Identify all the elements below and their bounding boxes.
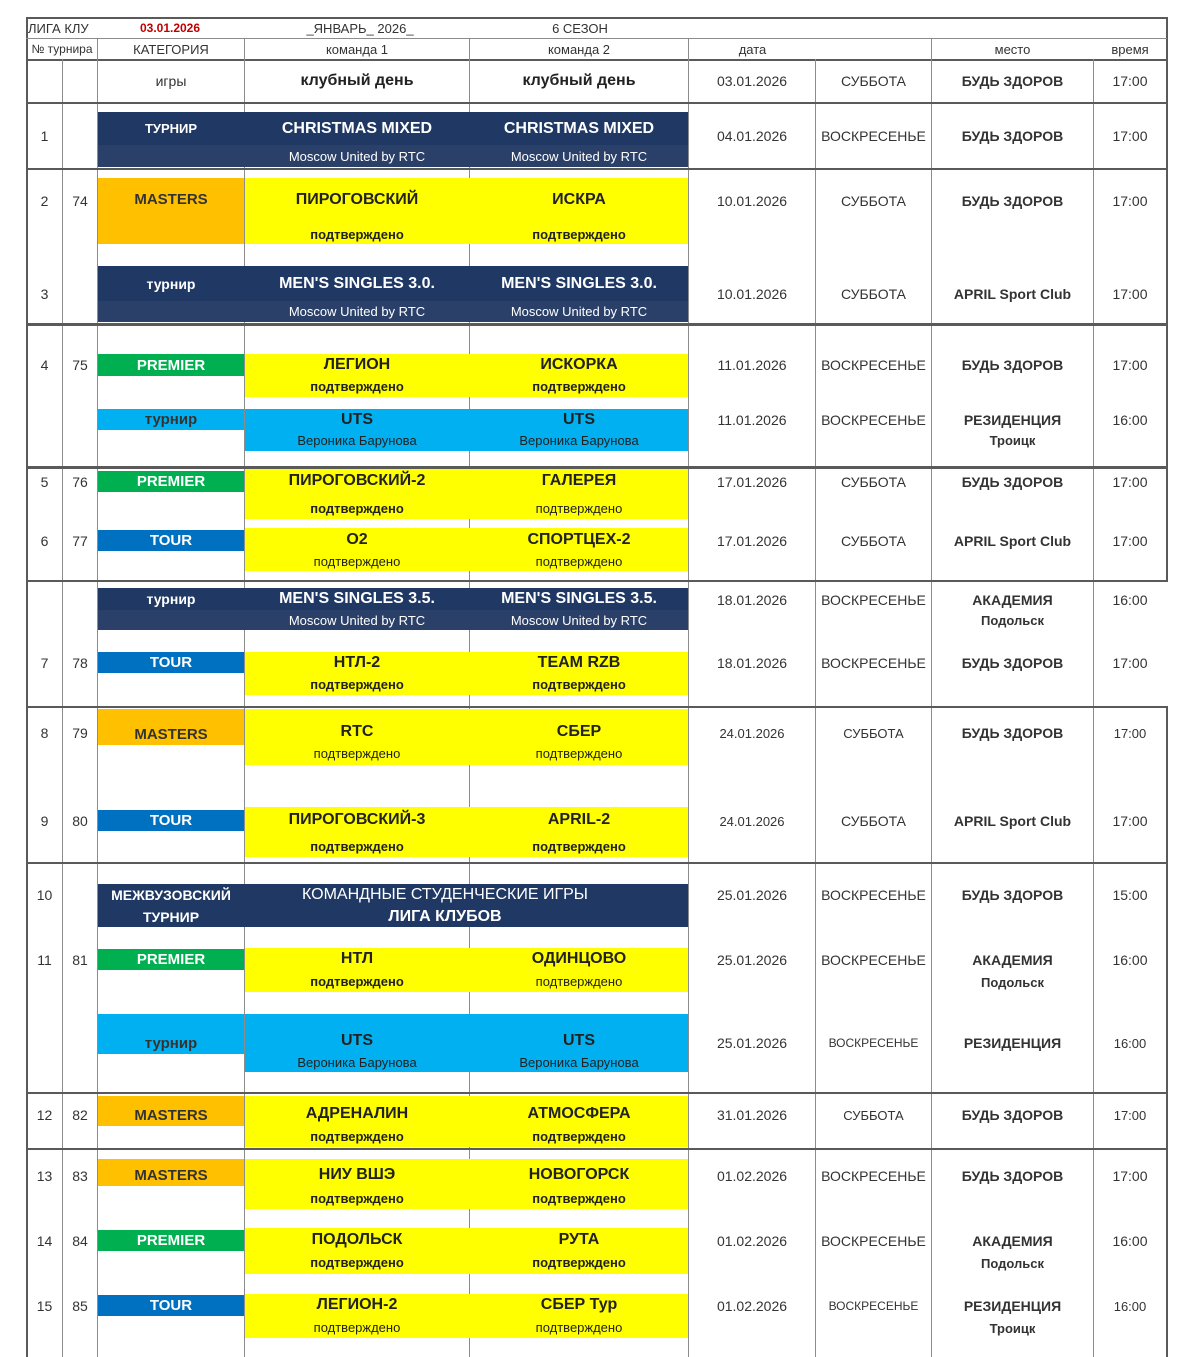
time-cell: 17:00 — [1113, 725, 1147, 741]
date-cell: 17.01.2026 — [716, 533, 788, 549]
row-number: 9 — [40, 813, 49, 829]
event-subtitle: ЛИГА КЛУБОВ — [388, 907, 502, 925]
col-place-header: место — [994, 41, 1031, 57]
time-cell: 17:00 — [1112, 286, 1148, 302]
team1-cell: O2 — [346, 531, 368, 548]
team1-cell: НИУ ВШЭ — [318, 1166, 396, 1183]
team2-cell: UTS — [563, 410, 595, 428]
date-cell: 01.02.2026 — [716, 1233, 788, 1249]
team1-cell: MEN'S SINGLES 3.5. — [279, 590, 435, 607]
time-cell: 17:00 — [1112, 533, 1148, 549]
row-number: 11 — [37, 952, 52, 968]
team2-cell: ИСКОРКА — [540, 356, 618, 373]
date-cell: 01.02.2026 — [716, 1298, 788, 1314]
place-cell: АКАДЕМИЯ — [972, 1233, 1053, 1249]
category-badge-premier: PREMIER — [98, 354, 244, 376]
category-badge-tournament: турнир — [144, 1034, 198, 1052]
day-cell: СУББОТА — [840, 474, 907, 490]
header-date: 03.01.2026 — [139, 21, 201, 35]
place-sub: Троицк — [989, 1320, 1036, 1336]
team2-cell: TEAM RZB — [537, 654, 621, 671]
row-number: 10 — [36, 887, 53, 903]
place-cell: APRIL Sport Club — [953, 813, 1072, 829]
place-cell: БУДЬ ЗДОРОВ — [961, 1168, 1064, 1184]
time-cell: 17:00 — [1112, 193, 1148, 209]
team1-cell: ПОДОЛЬСК — [311, 1231, 403, 1248]
place-cell: БУДЬ ЗДОРОВ — [961, 1107, 1064, 1123]
category-cell: ТУРНИР — [144, 121, 198, 136]
team2-cell: СБЕР — [556, 723, 602, 740]
row-number: 4 — [40, 357, 49, 373]
team1-status: подтверждено — [310, 973, 404, 989]
row-number: 15 — [36, 1298, 53, 1314]
day-cell: ВОСКРЕСЕНЬЕ — [821, 412, 926, 428]
time-cell: 17:00 — [1112, 73, 1148, 89]
col-time-header: время — [1111, 41, 1149, 57]
date-cell: 25.01.2026 — [716, 1035, 788, 1051]
time-cell: 16:00 — [1113, 1298, 1147, 1314]
team1-sub: Moscow United by RTC — [288, 612, 426, 628]
date-cell: 24.01.2026 — [719, 725, 785, 741]
category-badge-premier: PREMIER — [98, 471, 244, 492]
team1-sub: Moscow United by RTC — [288, 304, 426, 319]
team1-status: подтверждено — [310, 676, 404, 692]
row-number: 1 — [40, 127, 49, 144]
category-badge-tour: TOUR — [98, 530, 244, 551]
team2-sub: Вероника Барунова — [519, 432, 639, 448]
date-cell: 11.01.2026 — [717, 357, 787, 373]
team2-cell: ИСКРА — [552, 191, 606, 208]
date-cell: 03.01.2026 — [716, 73, 788, 89]
team1-cell: ПИРОГОВСКИЙ-2 — [288, 472, 426, 489]
day-cell: ВОСКРЕСЕНЬЕ — [821, 1233, 926, 1249]
team2-sub: Moscow United by RTC — [510, 304, 648, 319]
time-cell: 16:00 — [1113, 1035, 1147, 1051]
time-cell: 17:00 — [1112, 813, 1148, 829]
place-cell: БУДЬ ЗДОРОВ — [961, 887, 1064, 903]
row-number: 3 — [40, 286, 49, 302]
category-badge-tour: TOUR — [98, 1295, 244, 1316]
team1-sub: Вероника Барунова — [297, 432, 417, 448]
team1-cell: ЛЕГИОН — [323, 356, 391, 373]
row-number: 14 — [36, 1233, 53, 1249]
team1-cell: НТЛ-2 — [333, 654, 381, 671]
date-cell: 17.01.2026 — [716, 474, 788, 490]
date-cell: 11.01.2026 — [717, 412, 787, 428]
team2-sub: Вероника Барунова — [519, 1054, 639, 1070]
time-cell: 17:00 — [1112, 474, 1148, 490]
category-badge-masters: MASTERS — [98, 709, 244, 745]
tour-number: 75 — [72, 357, 88, 373]
time-cell: 16:00 — [1112, 412, 1148, 428]
team2-cell: ГАЛЕРЕЯ — [541, 472, 617, 489]
place-cell: РЕЗИДЕНЦИЯ — [963, 412, 1062, 428]
event-title: КОМАНДНЫЕ СТУДЕНЧЕСКИЕ ИГРЫ — [302, 886, 588, 903]
category-sub: ТУРНИР — [142, 908, 200, 925]
team2-cell: СБЕР Тур — [540, 1296, 618, 1313]
tour-number: 82 — [72, 1107, 88, 1123]
day-cell: СУББОТА — [843, 725, 904, 741]
tour-number: 76 — [72, 474, 88, 490]
team1-cell: MEN'S SINGLES 3.0. — [279, 274, 435, 292]
place-cell: APRIL Sport Club — [953, 533, 1072, 549]
time-cell: 16:00 — [1112, 1233, 1148, 1249]
date-cell: 04.01.2026 — [716, 127, 788, 144]
date-cell: 18.01.2026 — [716, 592, 788, 608]
day-cell: СУББОТА — [840, 286, 907, 302]
tour-number: 79 — [72, 725, 88, 741]
team2-status: подтверждено — [532, 1190, 626, 1206]
team2-cell: АТМОСФЕРА — [527, 1105, 631, 1122]
day-cell: ВОСКРЕСЕНЬЕ — [821, 127, 926, 144]
team2-status: подтверждено — [535, 500, 623, 516]
team1-cell: CHRISTMAS MIXED — [281, 119, 433, 137]
day-cell: СУББОТА — [843, 1107, 904, 1123]
category-cell: игры — [155, 73, 187, 89]
tour-number: 77 — [72, 533, 88, 549]
date-cell: 25.01.2026 — [716, 952, 788, 968]
time-cell: 15:00 — [1112, 887, 1148, 903]
team1-status: подтверждено — [310, 838, 404, 854]
place-cell: БУДЬ ЗДОРОВ — [961, 725, 1064, 741]
day-cell: ВОСКРЕСЕНЬЕ — [821, 655, 926, 671]
tour-number: 80 — [72, 813, 88, 829]
day-cell: ВОСКРЕСЕНЬЕ — [821, 1168, 926, 1184]
team2-status: подтверждено — [535, 553, 623, 569]
team1-status: подтверждено — [310, 378, 404, 394]
date-cell: 25.01.2026 — [716, 887, 788, 903]
team2-cell: MEN'S SINGLES 3.5. — [501, 590, 657, 607]
col-category-header: КАТЕГОРИЯ — [133, 41, 209, 57]
team1-status: подтверждено — [310, 500, 404, 516]
tour-number: 78 — [72, 655, 88, 671]
team1-status: подтверждено — [313, 1319, 401, 1335]
team2-status: подтверждено — [535, 973, 623, 989]
league-title: ЛИГА КЛУ — [28, 20, 89, 36]
date-cell: 10.01.2026 — [716, 193, 788, 209]
col-date-header: дата — [738, 41, 767, 57]
team1-cell: ПИРОГОВСКИЙ — [295, 191, 419, 208]
tour-number: 74 — [72, 193, 88, 209]
day-cell: СУББОТА — [840, 193, 907, 209]
team2-cell: клубный день — [522, 72, 636, 89]
row-number: 13 — [36, 1168, 53, 1184]
team1-sub: Вероника Барунова — [297, 1054, 417, 1070]
time-cell: 17:00 — [1112, 1168, 1148, 1184]
category-cell: турнир — [146, 591, 196, 607]
team2-status: подтверждено — [535, 1319, 623, 1335]
team2-status: подтверждено — [535, 745, 623, 761]
day-cell: ВОСКРЕСЕНЬЕ — [828, 1299, 919, 1313]
team2-cell: APRIL-2 — [547, 811, 611, 828]
time-cell: 16:00 — [1112, 592, 1148, 608]
row-number: 5 — [40, 474, 49, 490]
team2-cell: НОВОГОРСК — [528, 1166, 630, 1183]
team2-status: подтверждено — [532, 1254, 626, 1270]
team2-sub: Moscow United by RTC — [510, 612, 648, 628]
place-sub: Подольск — [981, 974, 1044, 990]
team2-status: подтверждено — [532, 226, 626, 242]
col-team1-header: команда 1 — [325, 41, 389, 57]
team1-status: подтверждено — [310, 1128, 404, 1144]
team2-sub: Moscow United by RTC — [510, 148, 648, 164]
row-number: 12 — [36, 1107, 53, 1123]
time-cell: 17:00 — [1113, 1107, 1147, 1123]
day-cell: ВОСКРЕСЕНЬЕ — [828, 1036, 919, 1050]
col-num-header: № турнира — [31, 42, 93, 56]
place-sub: Троицк — [989, 432, 1036, 448]
day-cell: СУББОТА — [840, 813, 907, 829]
team1-cell: АДРЕНАЛИН — [305, 1105, 409, 1122]
team2-status: подтверждено — [532, 1128, 626, 1144]
team1-status: подтверждено — [313, 745, 401, 761]
day-cell: ВОСКРЕСЕНЬЕ — [821, 952, 926, 968]
header-season: 6 СЕЗОН — [552, 20, 608, 36]
tour-number: 83 — [72, 1168, 88, 1184]
time-cell: 17:00 — [1112, 357, 1148, 373]
team1-cell: ПИРОГОВСКИЙ-3 — [288, 811, 426, 828]
place-cell: APRIL Sport Club — [953, 286, 1072, 302]
team1-cell: UTS — [341, 410, 373, 428]
row-number: 2 — [40, 193, 49, 209]
team2-cell: MEN'S SINGLES 3.0. — [501, 274, 657, 292]
place-cell: БУДЬ ЗДОРОВ — [961, 193, 1064, 209]
time-cell: 17:00 — [1112, 655, 1148, 671]
row-number: 8 — [40, 725, 49, 741]
category-cell: МЕЖВУЗОВСКИЙ — [111, 887, 231, 903]
team2-status: подтверждено — [532, 676, 626, 692]
place-sub: Подольск — [981, 1255, 1044, 1271]
team2-cell: UTS — [563, 1032, 595, 1049]
category-badge-premier: PREMIER — [98, 949, 244, 970]
day-cell: ВОСКРЕСЕНЬЕ — [821, 887, 926, 903]
date-cell: 01.02.2026 — [716, 1168, 788, 1184]
team2-cell: СПОРТЦЕХ-2 — [527, 531, 631, 548]
header-month: _ЯНВАРЬ_ 2026_ — [306, 20, 414, 36]
tour-number: 81 — [72, 952, 88, 968]
team1-cell: ЛЕГИОН-2 — [316, 1296, 398, 1313]
team2-cell: CHRISTMAS MIXED — [503, 119, 655, 137]
day-cell: ВОСКРЕСЕНЬЕ — [821, 357, 926, 373]
team1-cell: UTS — [341, 1032, 373, 1049]
date-cell: 18.01.2026 — [716, 655, 788, 671]
place-cell: БУДЬ ЗДОРОВ — [961, 655, 1064, 671]
category-badge-tour: TOUR — [98, 810, 244, 831]
tour-number: 85 — [72, 1298, 88, 1314]
category-badge-masters: MASTERS — [98, 1159, 244, 1186]
category-badge-premier: PREMIER — [98, 1230, 244, 1251]
place-cell: БУДЬ ЗДОРОВ — [961, 357, 1064, 373]
place-cell: АКАДЕМИЯ — [972, 592, 1053, 608]
team2-cell: РУТА — [558, 1231, 600, 1248]
time-cell: 16:00 — [1112, 952, 1148, 968]
team1-cell: клубный день — [300, 72, 414, 89]
tour-number: 84 — [72, 1233, 88, 1249]
day-cell: СУББОТА — [840, 73, 907, 89]
date-cell: 10.01.2026 — [716, 286, 788, 302]
team1-status: подтверждено — [310, 1254, 404, 1270]
category-badge-masters: MASTERS — [98, 1096, 244, 1126]
day-cell: ВОСКРЕСЕНЬЕ — [821, 592, 926, 608]
place-cell: АКАДЕМИЯ — [972, 952, 1053, 968]
team1-status: подтверждено — [313, 553, 401, 569]
date-cell: 24.01.2026 — [719, 813, 785, 829]
team1-cell: RTC — [340, 723, 374, 740]
category-badge-tournament: турнир — [98, 409, 244, 430]
place-cell: РЕЗИДЕНЦИЯ — [963, 1298, 1062, 1314]
place-sub: Подольск — [981, 612, 1044, 628]
place-cell: БУДЬ ЗДОРОВ — [961, 474, 1064, 490]
place-cell: БУДЬ ЗДОРОВ — [961, 73, 1064, 89]
team2-cell: ОДИНЦОВО — [531, 950, 627, 967]
team1-sub: Moscow United by RTC — [288, 148, 426, 164]
category-badge-masters: MASTERS — [98, 178, 244, 244]
team2-status: подтверждено — [532, 378, 626, 394]
time-cell: 17:00 — [1112, 127, 1148, 144]
team1-status: подтверждено — [310, 226, 404, 242]
team1-cell: НТЛ — [340, 950, 374, 967]
place-cell: РЕЗИДЕНЦИЯ — [963, 1035, 1062, 1051]
day-cell: СУББОТА — [840, 533, 907, 549]
col-team2-header: команда 2 — [547, 41, 611, 57]
date-cell: 31.01.2026 — [716, 1107, 788, 1123]
place-cell: БУДЬ ЗДОРОВ — [961, 127, 1064, 144]
category-badge-tour: TOUR — [98, 652, 244, 673]
team1-status: подтверждено — [310, 1190, 404, 1206]
row-number: 6 — [40, 533, 49, 549]
team2-status: подтверждено — [532, 838, 626, 854]
category-cell: турнир — [146, 275, 196, 292]
row-number: 7 — [40, 655, 49, 671]
